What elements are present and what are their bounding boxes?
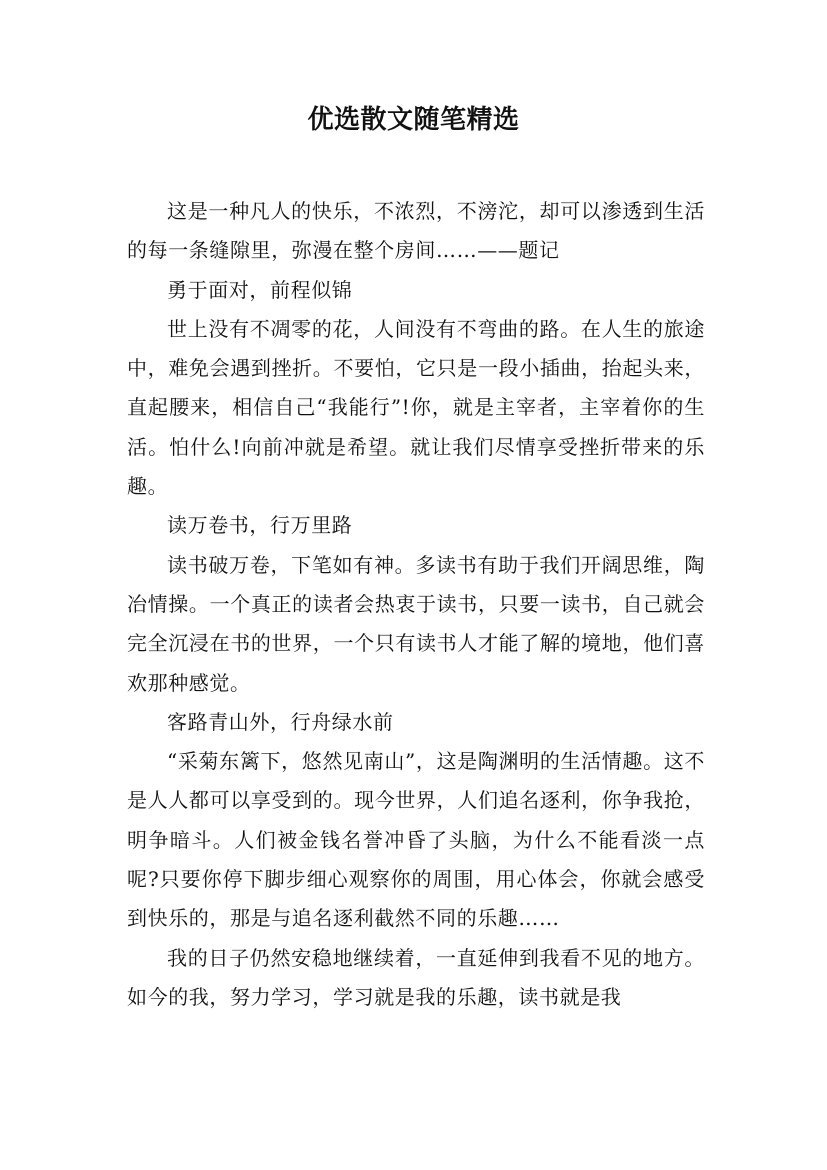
document-title: 优选散文随笔精选 bbox=[307, 105, 520, 135]
epigraph-paragraph: 这是一种凡人的快乐，不浓烈，不滂沱，却可以渗透到生活的每一条缝隙里，弥漫在整个房间……——题记 bbox=[127, 199, 705, 263]
section-heading-read-and-travel: 读万卷书，行万里路 bbox=[167, 513, 353, 538]
document-body bbox=[127, 192, 705, 1017]
paragraph-my-days: 我的日子仍然安稳地继续着，一直延伸到我看不见的地方。如今的我，努力学习，学习就是我的乐趣，读书就是我 bbox=[127, 945, 705, 1009]
section-heading-face-bravely: 勇于面对，前程似锦 bbox=[167, 277, 353, 302]
paragraph-setbacks: 世上没有不凋零的花，人间没有不弯曲的路。在人生的旅途中，难免会遇到挫折。不要怕，它只是一段小插曲，抬起头来，直起腰来，相信自己“我能行”!你，就是主宰者，主宰着你的生活。怕什么!向前冲就是希望。就让我们尽情享受挫折带来的乐趣。 bbox=[127, 316, 705, 499]
paragraph-life-interest: “采菊东篱下，悠然见南山”，这是陶渊明的生活情趣。这不是人人都可以享受到的。现今世界，人们追名逐利，你争我抢，明争暗斗。人们被金钱名誉冲昏了头脑，为什么不能看淡一点呢?只要你停下脚步细心观察你的周围，用心体会，你就会感受到快乐的，那是与追名逐利截然不同的乐趣…… bbox=[127, 749, 705, 931]
paragraph-reading: 读书破万卷，下笔如有神。多读书有助于我们开阔思维，陶冶情操。一个真正的读者会热衷于读书，只要一读书，自己就会完全沉浸在书的世界，一个只有读书人才能了解的境地，他们喜欢那种感觉。 bbox=[127, 552, 705, 695]
section-heading-green-hills: 客路青山外，行舟绿水前 bbox=[167, 709, 394, 734]
